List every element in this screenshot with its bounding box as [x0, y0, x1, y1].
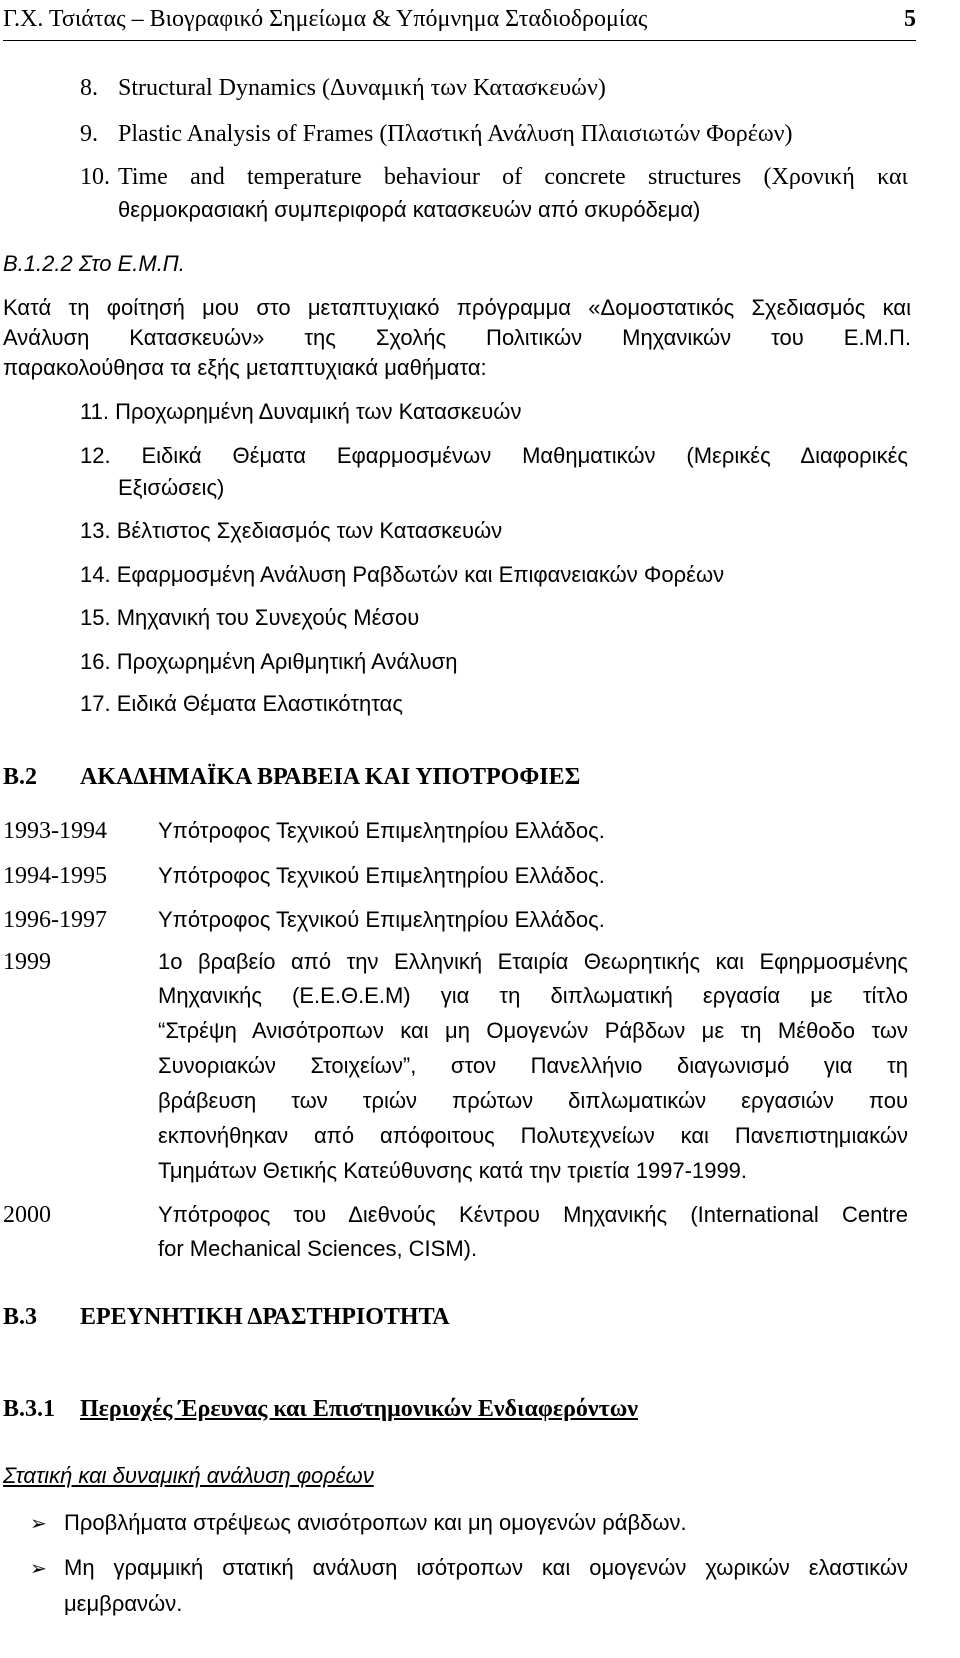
course-item: 11. Προχωρημένη Δυναμική των Κατασκευών — [80, 399, 522, 424]
bullet-text: μεμβρανών. — [64, 1591, 183, 1616]
award-text: εκπονήθηκαν από απόφοιτους Πολυτεχνείων και Πανεπιστημιακών — [158, 1123, 908, 1148]
course-number: 10. — [80, 164, 110, 190]
award-text: 1ο βραβείο από την Ελληνική Εταιρία Θεωρητικής και Εφηρμοσμένης — [158, 949, 908, 974]
header-title: Γ.Χ. Τσιάτας – Βιογραφικό Σημείωμα & Υπόμνημα Σταδιοδρομίας — [3, 6, 648, 32]
award-text: Συνοριακών Στοιχείων”, στον Πανελλήνιο διαγωνισμό για τη — [158, 1053, 908, 1078]
award-year: 1999 — [3, 949, 51, 975]
course-item: 16. Προχωρημένη Αριθμητική Ανάλυση — [80, 649, 458, 674]
course-item: Structural Dynamics (Δυναμική των Κατασκευών) — [118, 75, 606, 101]
course-item: 13. Βέλτιστος Σχεδιασμός των Κατασκευών — [80, 518, 503, 543]
course-item: Plastic Analysis of Frames (Πλαστική Ανάλυση Πλαισιωτών Φορέων) — [118, 121, 793, 147]
course-item-continuation: θερμοκρασιακή συμπεριφορά κατασκευών από σκυρόδεμα) — [118, 197, 701, 222]
course-number: 8. — [80, 75, 98, 101]
arrow-bullet-icon: ➢ — [30, 1556, 47, 1580]
paragraph-line: παρακολούθησα τα εξής μεταπτυχιακά μαθήματα: — [3, 355, 487, 380]
course-item: Time and temperature behaviour of concrete structures (Χρονική και — [118, 164, 908, 190]
page-number: 5 — [904, 6, 916, 32]
paragraph-line: Κατά τη φοίτησή μου στο μεταπτυχιακό πρόγραμμα «Δομοστατικός Σχεδιασμός και — [3, 295, 911, 320]
section-title: ΑΚΑΔΗΜΑΪΚΑ ΒΡΑΒΕΙΑ ΚΑΙ ΥΠΟΤΡΟΦΙΕΣ — [80, 764, 581, 790]
award-year: 1996-1997 — [3, 907, 107, 933]
bullet-text: Προβλήματα στρέψεως ανισότροπων και μη ομογενών ράβδων. — [64, 1510, 687, 1535]
award-text: Τμημάτων Θετικής Κατεύθυνσης κατά την τριετία 1997-1999. — [158, 1158, 748, 1183]
award-text: Υπότροφος Τεχνικού Επιμελητηρίου Ελλάδος. — [158, 863, 605, 888]
award-year: 2000 — [3, 1202, 51, 1228]
award-text: Υπότροφος του Διεθνούς Κέντρου Μηχανικής (International Centre — [158, 1202, 908, 1227]
bullet-text: Μη γραμμική στατική ανάλυση ισότροπων και ομογενών χωρικών ελαστικών — [64, 1555, 908, 1580]
subsection-title: Περιοχές Έρευνας και Επιστημονικών Ενδιαφερόντων — [80, 1396, 638, 1422]
course-item: 12. Ειδικά Θέματα Εφαρμοσμένων Μαθηματικών (Μερικές Διαφορικές — [80, 443, 908, 468]
section-number: Β.3 — [3, 1304, 38, 1330]
course-item: 17. Ειδικά Θέματα Ελαστικότητας — [80, 691, 403, 716]
award-year: 1993-1994 — [3, 818, 107, 844]
award-text: Υπότροφος Τεχνικού Επιμελητηρίου Ελλάδος. — [158, 907, 605, 932]
award-text: “Στρέψη Ανισότροπων και μη Ομογενών Ράβδων με τη Μέθοδο των — [158, 1018, 908, 1043]
award-year: 1994-1995 — [3, 863, 107, 889]
section-title: ΕΡΕΥΝΗΤΙΚΗ ΔΡΑΣΤΗΡΙΟΤΗΤΑ — [80, 1304, 450, 1330]
course-number: 9. — [80, 121, 98, 147]
paragraph-line: Ανάλυση Κατασκευών» της Σχολής Πολιτικών Μηχανικών του Ε.Μ.Π. — [3, 325, 911, 350]
topic-heading: Στατική και δυναμική ανάλυση φορέων — [3, 1463, 374, 1488]
award-text: Μηχανικής (Ε.Ε.Θ.Ε.Μ) για τη διπλωματική εργασία με τίτλο — [158, 983, 908, 1008]
subsection-number: Β.3.1 — [3, 1396, 56, 1422]
award-text: for Mechanical Sciences, CISM). — [158, 1236, 478, 1261]
course-item: 14. Εφαρμοσμένη Ανάλυση Ραβδωτών και Επιφανειακών Φορέων — [80, 562, 725, 587]
course-item-continuation: Εξισώσεις) — [118, 475, 225, 500]
award-text: βράβευση των τριών πρώτων διπλωματικών εργασιών που — [158, 1088, 908, 1113]
page-header — [3, 6, 916, 41]
award-text: Υπότροφος Τεχνικού Επιμελητηρίου Ελλάδος. — [158, 818, 605, 843]
arrow-bullet-icon: ➢ — [30, 1511, 47, 1535]
subsection-heading: Β.1.2.2 Στο Ε.Μ.Π. — [3, 251, 185, 276]
section-number: Β.2 — [3, 764, 38, 790]
course-item: 15. Μηχανική του Συνεχούς Μέσου — [80, 605, 420, 630]
